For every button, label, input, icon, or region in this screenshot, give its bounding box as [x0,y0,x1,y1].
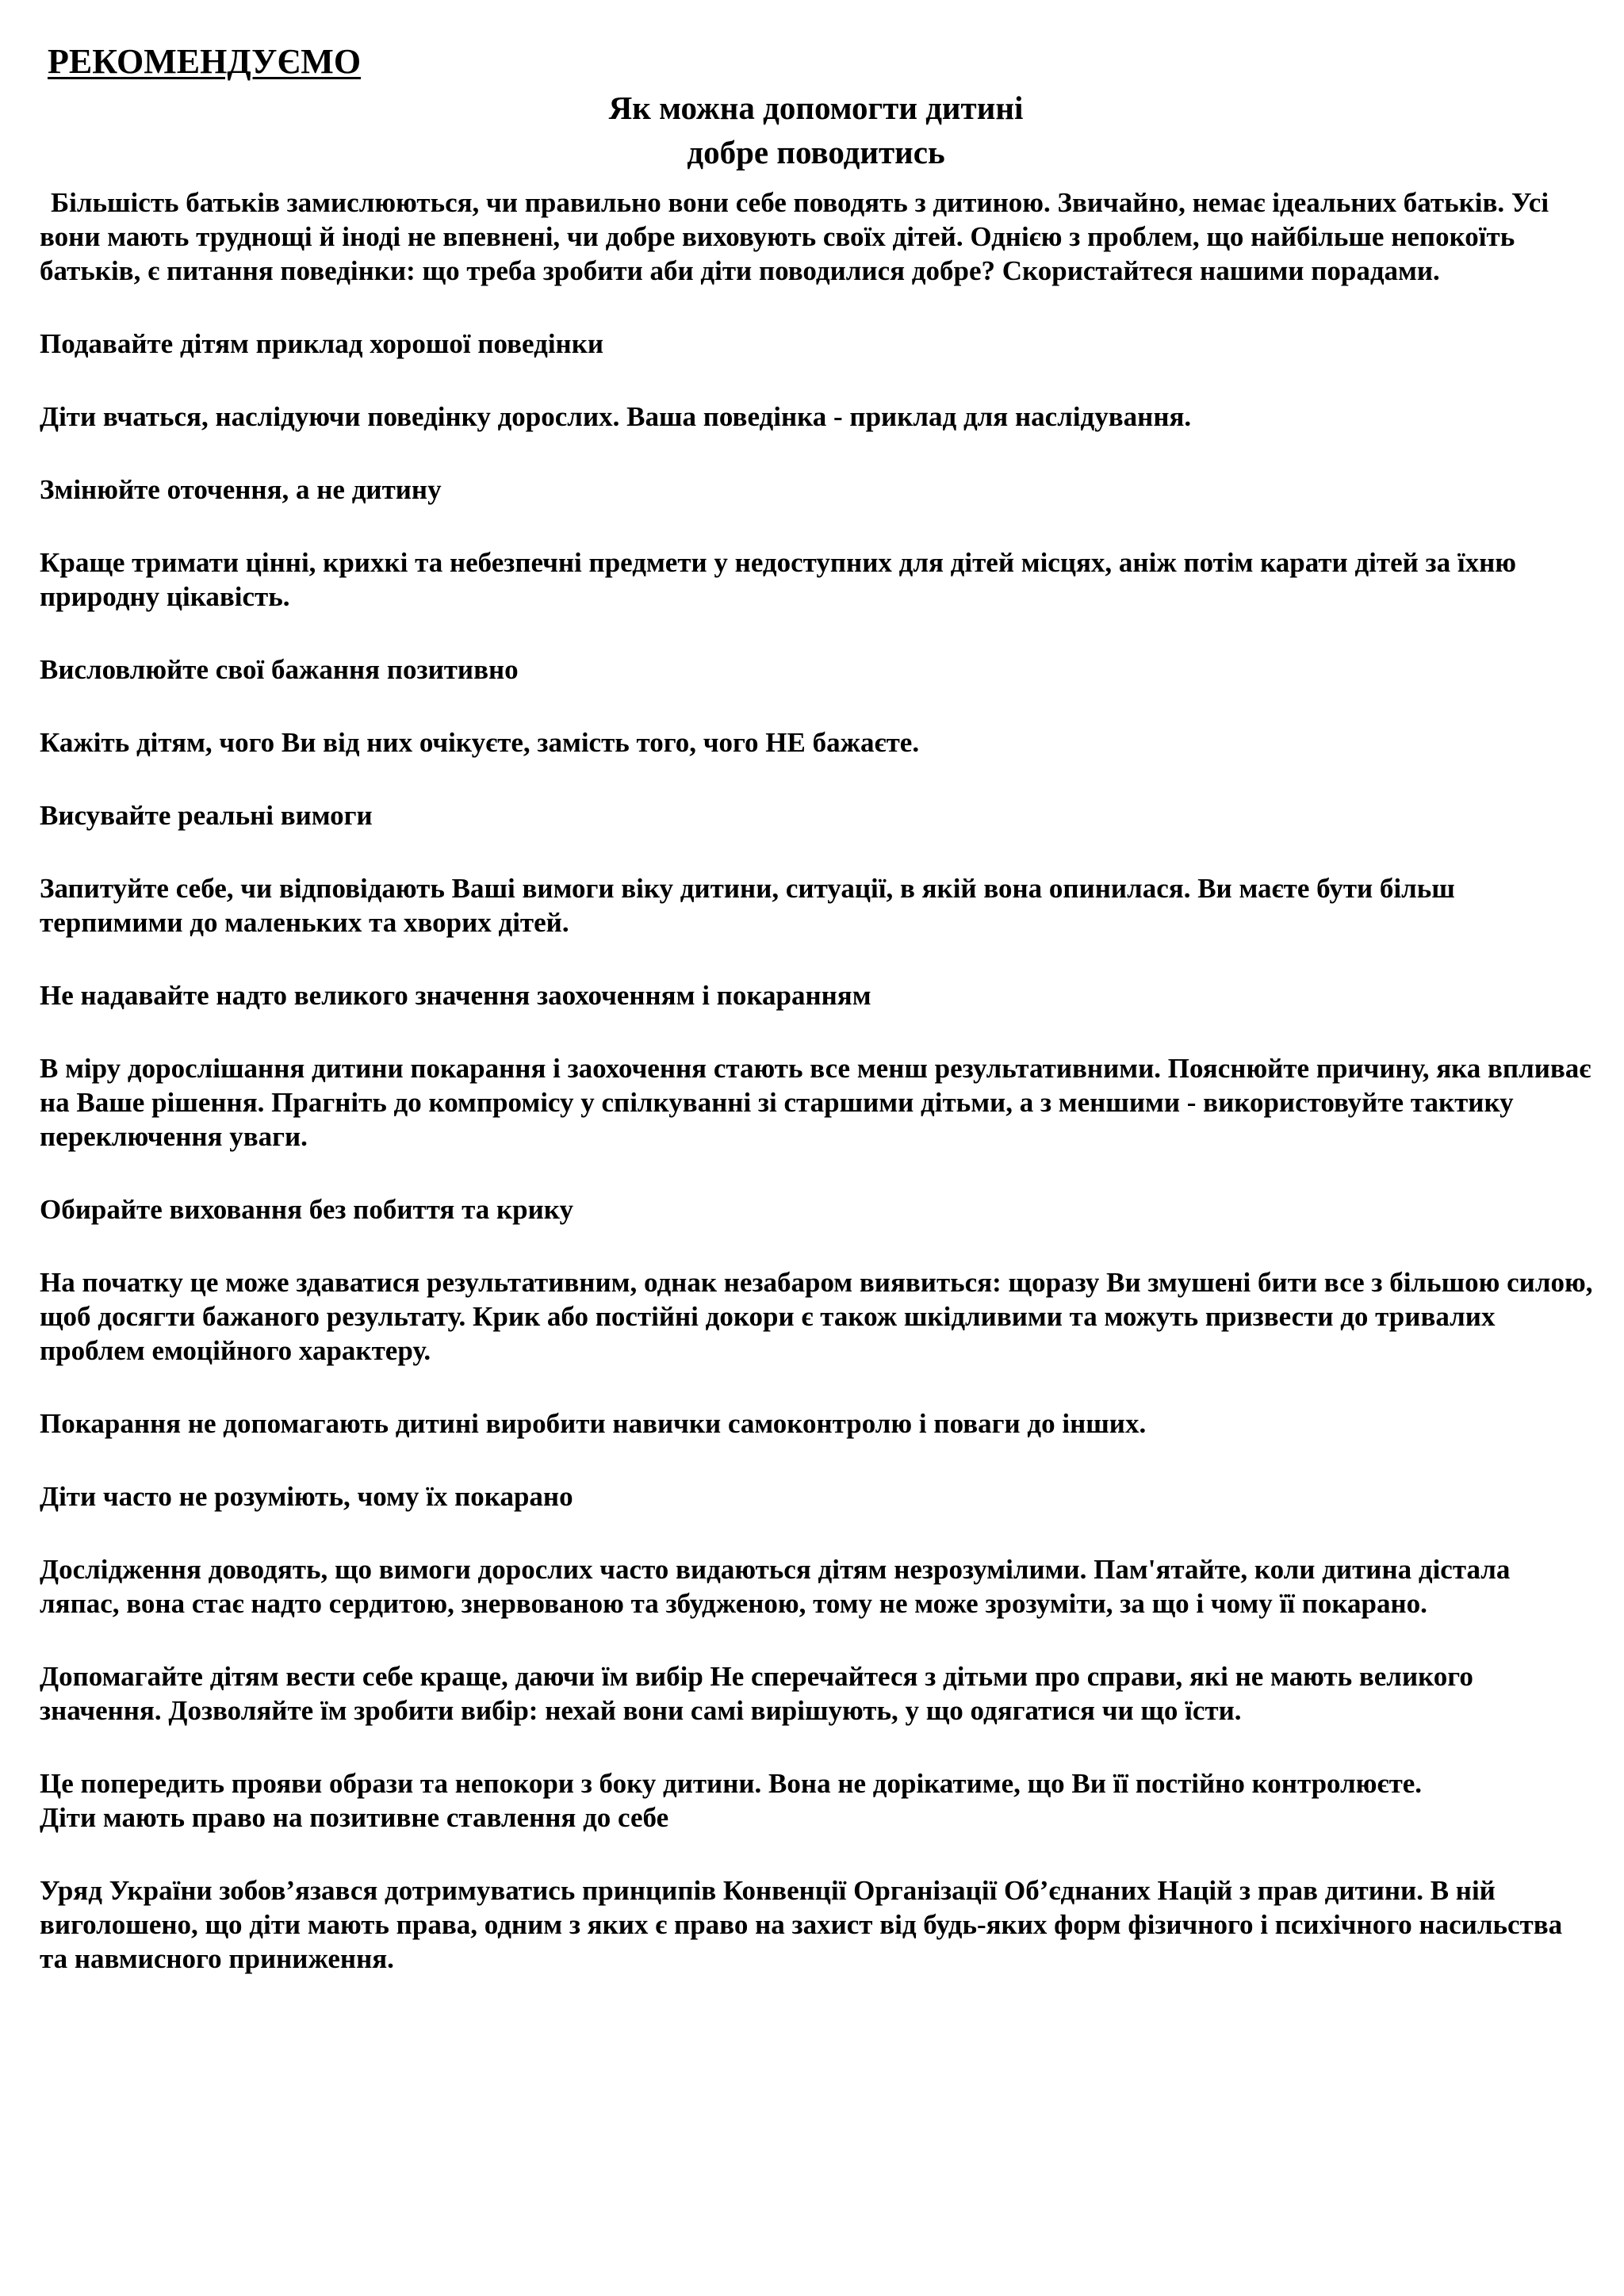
heading-rewards-punishments: Не надавайте надто великого значення заохоченням і покаранням [40,980,871,1011]
paragraph-gap [40,361,1594,400]
paragraph-give-choice: Допомагайте дітям вести себе краще, даючи їм вибір Не сперечайтеся з дітьми про справи, які не мають великого значення. Дозволяйте їм зробити вибір: нехай вони самі вирішують, у що одягатися чи що їсти. [40,1661,1473,1726]
paragraph-environment: Краще тримати цінні, крихкі та небезпечні предмети у недоступних для дітей місцях, аніж потім карати дітей за їхню природну цікавість. [40,547,1516,612]
paragraph-self-control: Покарання не допомагають дитині виробити навички самоконтролю і поваги до інших. [40,1408,1147,1439]
paragraph-gap [40,939,1594,978]
heading-express-positively: Висловлюйте свої бажання позитивно [40,654,519,685]
paragraph-no-beating: На початку це може здаватися результативним, однак незабаром виявиться: щоразу Ви змушені бити все з більшою силою, щоб досягти бажаного результату. Крик або постійні докори є також шкідливими та можуть призвести до тривалих проблем емоційного характеру. [40,1267,1593,1366]
paragraph-un-convention: Уряд України зобов’язався дотримуватись принципів Конвенції Організації Об’єднаних Націй з прав дитини. В ній виголошено, що діти мають права, одним з яких є право на захист від будь-яких форм фізичного і психічного насильства та навмисного приниження. [40,1875,1563,1974]
paragraph-research: Дослідження доводять, що вимоги дорослих часто видаються дітям незрозумілими. Пам'ятайте, коли дитина дістала ляпас, вона стає надто сердитою, знервованою та збудженою, тому не може зрозуміти, за що і чому її покарано. [40,1554,1511,1619]
paragraph-prevent-offense: Це попередить прояви образи та непокори з боку дитини. Вона не дорікатиме, що Ви її постійно контролюєте. [40,1768,1423,1799]
paragraph-gap [40,1012,1594,1051]
recommend-label: РЕКОМЕНДУЄМО [48,42,362,81]
paragraph-gap [40,760,1594,798]
paragraph-gap [40,687,1594,725]
paragraph-gap [40,434,1594,473]
paragraph-gap [40,288,1594,327]
paragraph-gap [40,1226,1594,1265]
title-line-2: добре поводитись [687,134,945,170]
heading-no-beating: Обирайте виховання без побиття та крику [40,1194,573,1225]
heading-children-dont-understand: Діти часто не розуміють, чому їх покарано [40,1481,573,1512]
paragraph-imitation: Діти вчаться, наслідуючи поведінку дорослих. Ваша поведінка - приклад для наслідування. [40,401,1192,432]
intro-paragraph: Більшість батьків замислюються, чи правильно вони себе поводять з дитиною. Звичайно, немає ідеальних батьків. Усі вони мають труднощі й іноді не впевнені, чи добре виховують своїх дітей. Однією з проблем, що найбільше непокоїть батьків, є питання поведінки: що треба зробити аби діти поводилися добре? Скористайтеся нашими порадами. [40,187,1549,286]
title-line-1: Як можна допомогти дитині [608,90,1024,126]
paragraph-gap [40,1835,1594,1873]
heading-positive-attitude: Діти мають право на позитивне ставлення до себе [40,1802,669,1833]
paragraph-gap [40,614,1594,652]
paragraph-gap [40,1621,1594,1659]
paragraph-demands: Запитуйте себе, чи відповідають Ваші вимоги віку дитини, ситуації, в якій вона опинилася. Ви маєте бути більш терпимими до маленьких та хворих дітей. [40,873,1455,938]
paragraph-gap [40,1154,1594,1192]
paragraph-rewards: В міру дорослішання дитини покарання і заохочення стають все менш результативними. Пояснюйте причину, яка впливає на Ваше рішення. Прагніть до компромісу у спілкуванні зі старшими дітьми, а з меншими - використовуйте тактику переключення уваги. [40,1053,1591,1152]
heading-good-example: Подавайте дітям приклад хорошої поведінки [40,328,604,359]
paragraph-gap [40,507,1594,545]
document-body [40,186,1594,1976]
heading-change-environment: Змінюйте оточення, а не дитину [40,474,442,505]
document-title [0,86,1624,174]
paragraph-gap [40,832,1594,871]
paragraph-express: Кажіть дітям, чого Ви від них очікуєте, замість того, чого НЕ бажаєте. [40,727,920,758]
paragraph-gap [40,1728,1594,1766]
paragraph-gap [40,1513,1594,1552]
heading-realistic-demands: Висувайте реальні вимоги [40,800,373,831]
paragraph-gap [40,1441,1594,1479]
paragraph-gap [40,1368,1594,1406]
